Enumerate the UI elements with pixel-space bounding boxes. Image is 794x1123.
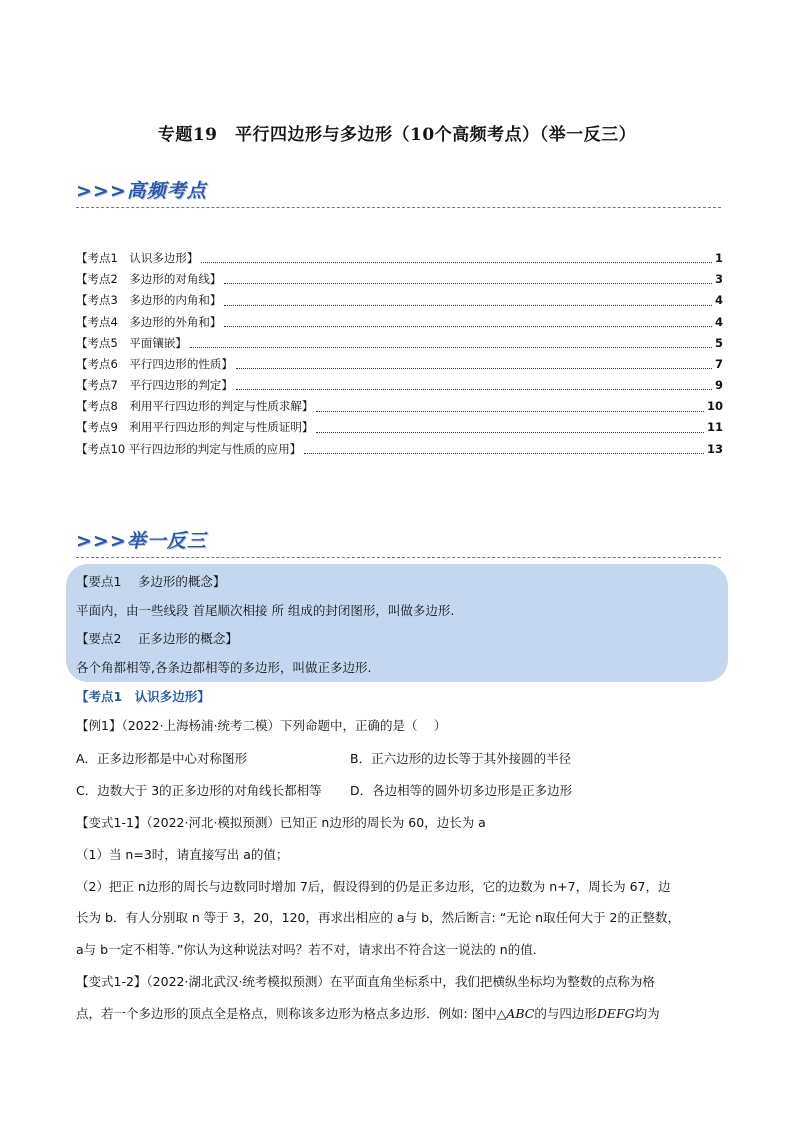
keypoint-text: 平面内，由一些线段 首尾顺次相接 所 组成的封闭图形，叫做多边形. <box>76 603 455 618</box>
toc-entry[interactable]: 【考点2 多边形的对角线】 3 <box>76 272 723 287</box>
divider <box>76 207 721 208</box>
toc-entry[interactable]: 【考点6 平行四边形的性质】 7 <box>76 356 723 371</box>
question-line: a与 b一定不相等．”你认为这种说法对吗？若不对，请求出不符合这一说法的 n的值． <box>76 942 546 957</box>
section-header-high-freq <box>76 176 721 208</box>
page-title: 专题19 平行四边形与多边形（10个高频考点）（举一反三） <box>157 125 637 145</box>
section-label: >>>举一反三 <box>76 530 207 552</box>
example-stem: 【例1】（2022·上海杨浦·统考二模）下列命题中，正确的是（ ） <box>76 718 447 733</box>
option-c: C．边数大于 3的正多边形的对角线长都相等 <box>76 783 322 798</box>
toc-entry[interactable]: 【考点3 多边形的内角和】 4 <box>76 293 723 308</box>
section-header-practice <box>76 526 721 558</box>
toc-entry[interactable]: 【考点1 认识多边形】 1 <box>76 250 723 265</box>
option-b: B．正六边形的边长等于其外接圆的半径 <box>350 751 572 766</box>
question-line: （2）把正 n边形的周长与边数同时增加 7后，假设得到的仍是正多边形，它的边数为 n+7，周长为 67，边 <box>76 879 671 894</box>
variant-stem: 【变式1-1】（2022·河北·模拟预测）已知正 n边形的周长为 60，边长为 a <box>76 815 486 830</box>
toc-entry[interactable]: 【考点5 平面镶嵌】 5 <box>76 335 723 350</box>
toc-entry[interactable]: 【考点9 利用平行四边形的判定与性质证明】 11 <box>76 420 723 435</box>
table-of-contents <box>76 248 723 460</box>
question-line: 点，若一个多边形的顶点全是格点，则称该多边形为格点多边形．例如: 图中△ABC的与四边形DEFG均为 <box>76 1006 660 1021</box>
variant-stem: 【变式1-2】（2022·湖北武汉·统考模拟预测）在平面直角坐标系中，我们把横纵坐标均为整数的点称为格 <box>76 974 655 989</box>
question-line: 长为 b．有人分别取 n 等于 3，20，120，再求出相应的 a与 b，然后断言: “无论 n取任何大于 2的正整数， <box>76 910 680 925</box>
question-line: （1）当 n=3时，请直接写出 a的值； <box>76 847 289 862</box>
kaodian-heading: 【考点1 认识多边形】 <box>76 689 210 704</box>
toc-entry[interactable]: 【考点8 利用平行四边形的判定与性质求解】 10 <box>76 399 723 414</box>
toc-entry[interactable]: 【考点4 多边形的外角和】 4 <box>76 314 723 329</box>
keypoint-text: 各个角都相等,各条边都相等的多边形，叫做正多边形. <box>76 660 372 675</box>
option-a: A．正多边形都是中心对称图形 <box>76 751 248 766</box>
keypoint-title: 【要点1 多边形的概念】 <box>76 574 226 589</box>
divider <box>76 557 721 558</box>
keypoint-title: 【要点2 正多边形的概念】 <box>76 631 238 646</box>
option-d: D．各边相等的圆外切多边形是正多边形 <box>350 783 573 798</box>
toc-entry[interactable]: 【考点10 平行四边形的判定与性质的应用】 13 <box>76 441 723 456</box>
toc-entry[interactable]: 【考点7 平行四边形的判定】 9 <box>76 378 723 393</box>
section-label: >>>高频考点 <box>76 180 207 202</box>
